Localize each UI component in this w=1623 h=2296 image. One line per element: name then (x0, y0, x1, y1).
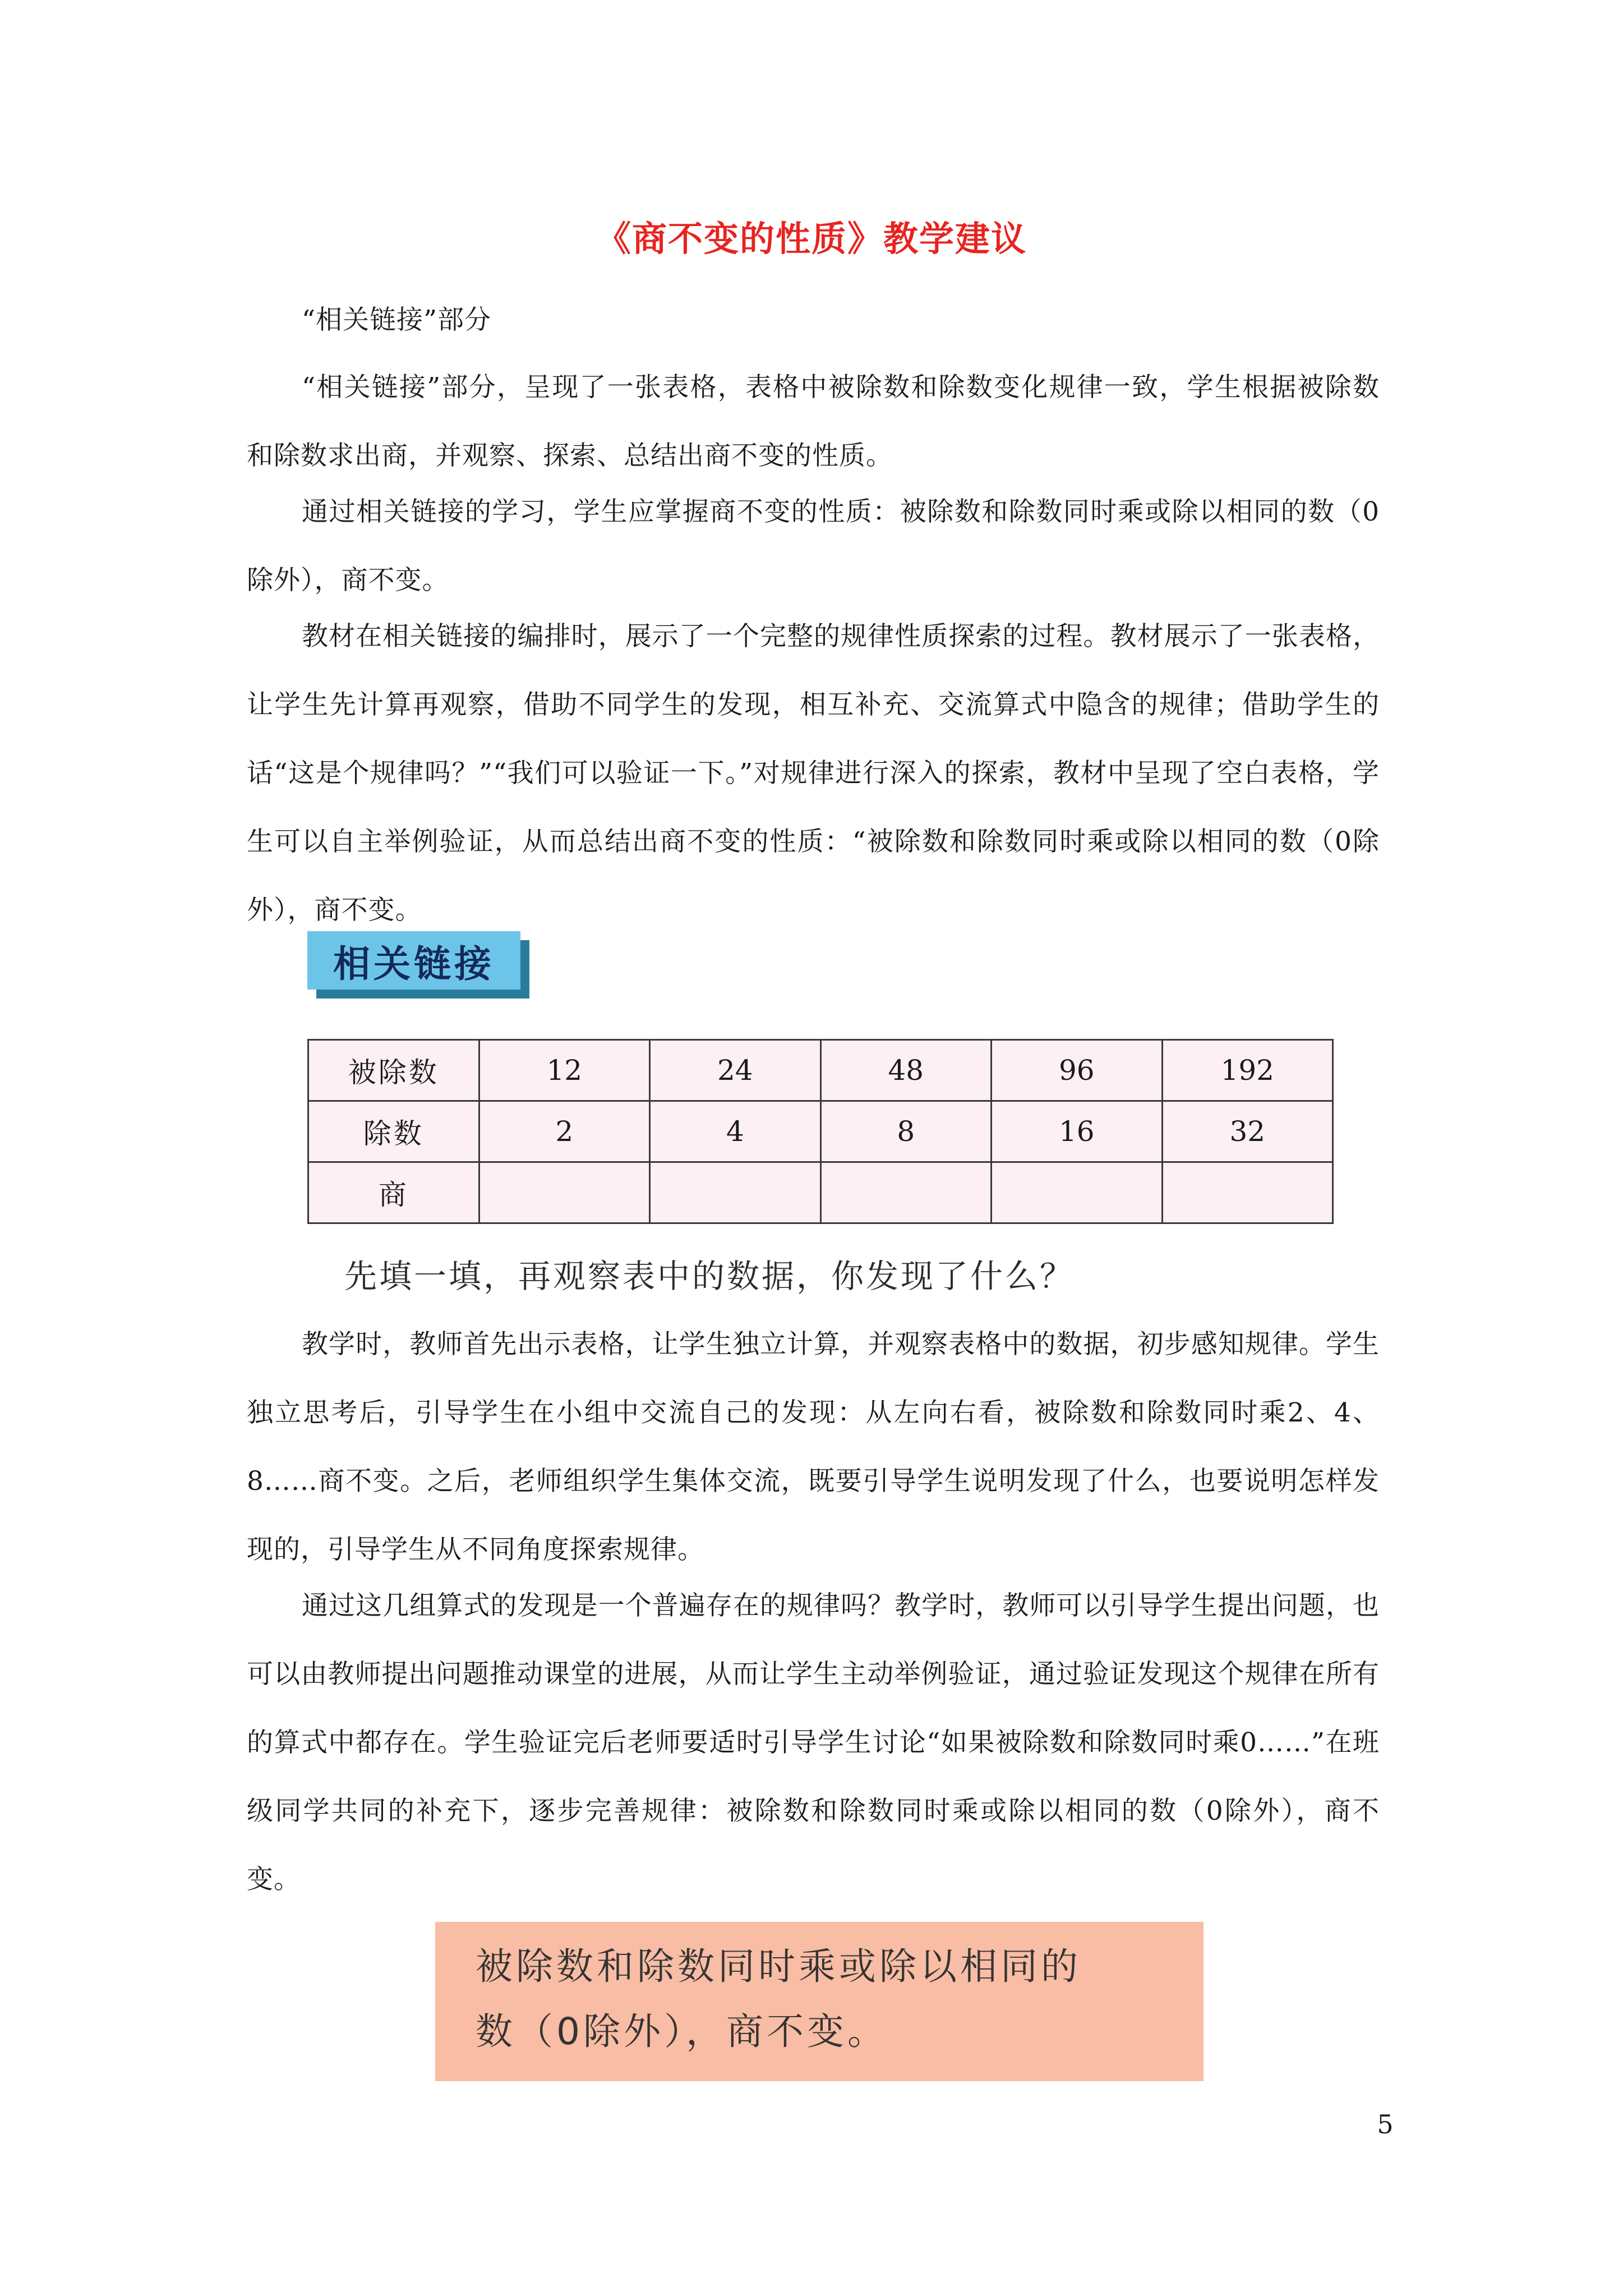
summary-line-1: 被除数和除数同时乘或除以相同的 (476, 1945, 1081, 1988)
table-cell: 4 (650, 1101, 821, 1162)
table-cell: 96 (992, 1040, 1163, 1101)
summary-line-2: 数（0除外），商不变。 (476, 2010, 888, 2053)
paragraph-5: 通过这几组算式的发现是一个普遍存在的规律吗？教学时，教师可以引导学生提出问题，也可以由教师提出问题推动课堂的进展，从而让学生主动举例验证，通过验证发现这个规律在所有的算式中都存在。学生验证完后老师要适时引导学生讨论“如果被除数和除数同时乘0……”在班级同学共同的补充下，逐步完善规律：被除数和除数同时乘或除以相同的数（0除外），商不变。 (247, 1590, 1380, 1895)
row-header: 商 (308, 1162, 479, 1223)
table-cell: 48 (820, 1040, 992, 1101)
table-cell: 8 (820, 1101, 992, 1162)
table-cell: 16 (992, 1101, 1163, 1162)
table-cell-empty (1162, 1162, 1333, 1223)
table-cell-empty (992, 1162, 1163, 1223)
row-header: 除数 (308, 1101, 479, 1162)
rule-summary-box (435, 1922, 1204, 2081)
table-cell: 32 (1162, 1101, 1333, 1162)
table-cell-empty (650, 1162, 821, 1223)
badge-label: 相关链接 (307, 931, 520, 990)
table-cell: 192 (1162, 1040, 1333, 1101)
related-link-badge (307, 931, 531, 1000)
row-header: 被除数 (308, 1040, 479, 1101)
paragraph-2: 通过相关链接的学习，学生应掌握商不变的性质：被除数和除数同时乘或除以相同的数（0除外），商不变。 (247, 496, 1380, 596)
table-row-dividend (308, 1040, 1333, 1101)
paragraph-1: “相关链接”部分，呈现了一张表格，表格中被除数和除数变化规律一致，学生根据被除数和除数求出商，并观察、探索、总结出商不变的性质。 (247, 372, 1380, 471)
section-heading: “相关链接”部分 (302, 305, 492, 335)
dividend-divisor-table (307, 1039, 1334, 1224)
table-cell: 2 (479, 1101, 650, 1162)
table-cell-empty (479, 1162, 650, 1223)
table-cell: 12 (479, 1040, 650, 1101)
table-row-divisor (308, 1101, 1333, 1162)
paragraph-4: 教学时，教师首先出示表格，让学生独立计算，并观察表格中的数据，初步感知规律。学生独立思考后，引导学生在小组中交流自己的发现：从左向右看，被除数和除数同时乘2、4、8……商不变。之后，老师组织学生集体交流，既要引导学生说明发现了什么，也要说明怎样发现的，引导学生从不同角度探索规律。 (247, 1329, 1380, 1565)
page-title: 《商不变的性质》教学建议 (596, 218, 1027, 259)
observation-prompt: 先填一填，再观察表中的数据，你发现了什么？ (344, 1257, 1075, 1295)
table-cell-empty (820, 1162, 992, 1223)
table-cell: 24 (650, 1040, 821, 1101)
table-row-quotient (308, 1162, 1333, 1223)
page-number: 5 (1377, 2109, 1394, 2139)
paragraph-3: 教材在相关链接的编排时，展示了一个完整的规律性质探索的过程。教材展示了一张表格，让学生先计算再观察，借助不同学生的发现，相互补充、交流算式中隐含的规律；借助学生的话“这是个规律吗？”“我们可以验证一下。”对规律进行深入的探索，教材中呈现了空白表格，学生可以自主举例验证，从而总结出商不变的性质：“被除数和除数同时乘或除以相同的数（0除外），商不变。 (247, 621, 1380, 926)
